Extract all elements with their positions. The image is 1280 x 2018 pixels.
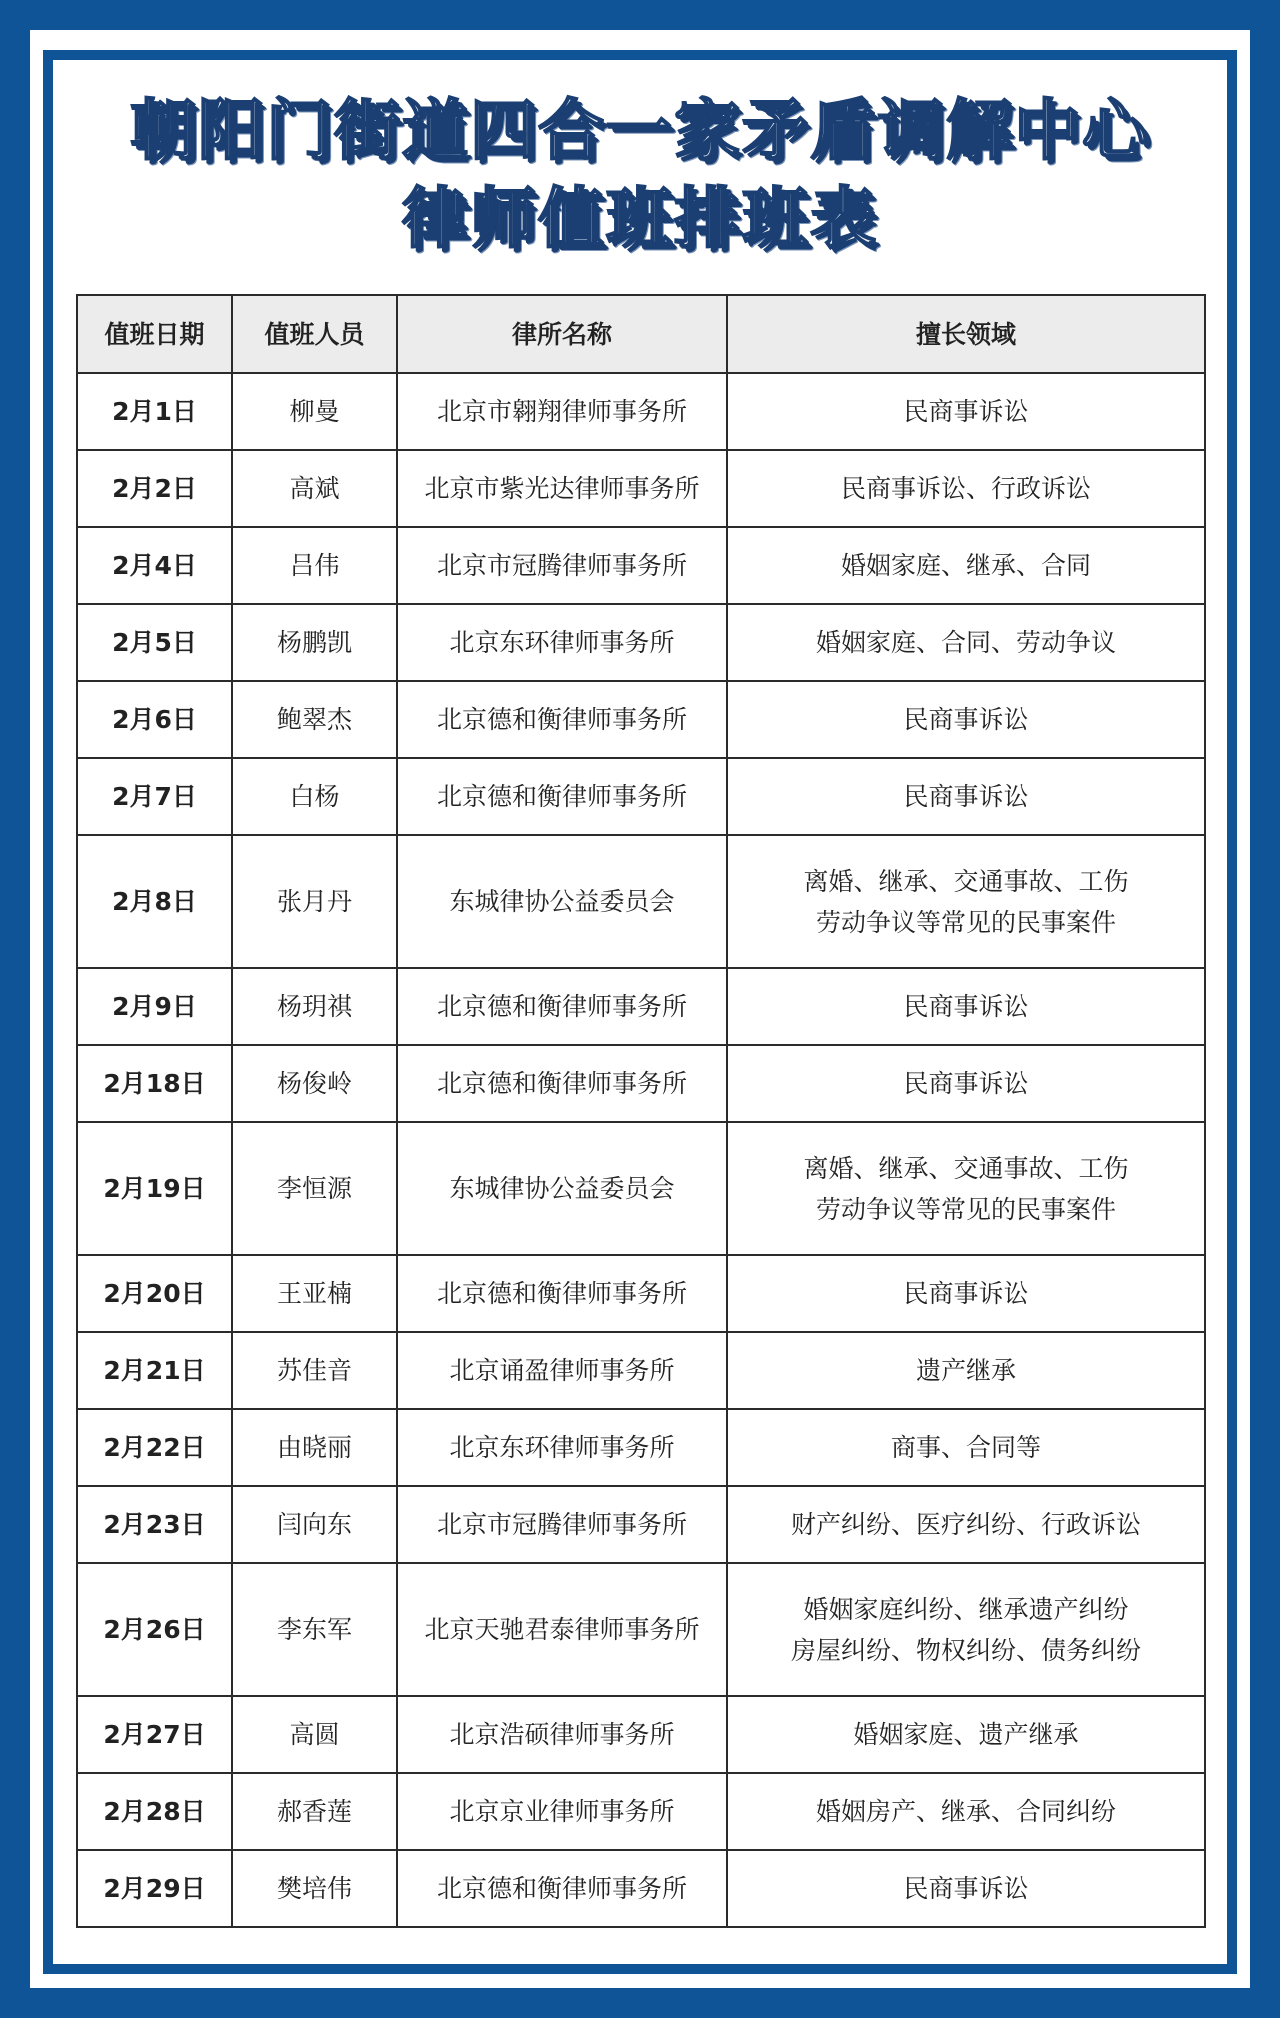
cell-field bbox=[727, 373, 1205, 450]
cell-person: 李恒源 bbox=[232, 1122, 397, 1255]
page-subtitle: 律师值班排班表 bbox=[402, 180, 878, 257]
cell-person: 鲍翠杰 bbox=[232, 681, 397, 758]
cell-date: 2月2日 bbox=[77, 450, 232, 527]
table-header-row bbox=[77, 295, 1205, 373]
table-row bbox=[77, 373, 1205, 450]
cell-field bbox=[727, 604, 1205, 681]
cell-person: 白杨 bbox=[232, 758, 397, 835]
table-row bbox=[77, 527, 1205, 604]
cell-date: 2月6日 bbox=[77, 681, 232, 758]
cell-field bbox=[727, 758, 1205, 835]
field-line: 遗产继承 bbox=[915, 1356, 1016, 1385]
cell-date: 2月9日 bbox=[77, 968, 232, 1045]
table-row bbox=[77, 1045, 1205, 1122]
cell-person: 樊培伟 bbox=[232, 1850, 397, 1927]
field-line: 离婚、继承、交通事故、工伤 bbox=[803, 866, 1129, 896]
table-row bbox=[77, 968, 1205, 1045]
cell-firm: 东城律协公益委员会 bbox=[397, 1122, 727, 1255]
table-row bbox=[77, 1122, 1205, 1255]
table-row bbox=[77, 1696, 1205, 1773]
header-date: 值班日期 bbox=[77, 295, 232, 373]
cell-person: 苏佳音 bbox=[232, 1332, 397, 1409]
cell-field bbox=[727, 1122, 1205, 1255]
cell-field bbox=[727, 450, 1205, 527]
page-title: 朝阳门街道四合一家矛盾调解中心 bbox=[130, 92, 1150, 169]
cell-date: 2月8日 bbox=[77, 835, 232, 968]
cell-firm: 北京市冠腾律师事务所 bbox=[397, 1486, 727, 1563]
field-line: 婚姻房产、继承、合同纠纷 bbox=[815, 1797, 1116, 1826]
cell-date: 2月27日 bbox=[77, 1696, 232, 1773]
cell-field bbox=[727, 1045, 1205, 1122]
cell-firm: 北京东环律师事务所 bbox=[397, 604, 727, 681]
table-row bbox=[77, 681, 1205, 758]
cell-person: 高斌 bbox=[232, 450, 397, 527]
cell-person: 张月丹 bbox=[232, 835, 397, 968]
field-line: 民商事诉讼 bbox=[903, 782, 1029, 811]
cell-firm: 北京德和衡律师事务所 bbox=[397, 1045, 727, 1122]
cell-firm: 北京德和衡律师事务所 bbox=[397, 968, 727, 1045]
field-line: 民商事诉讼 bbox=[903, 705, 1029, 734]
cell-person: 郝香莲 bbox=[232, 1773, 397, 1850]
cell-field bbox=[727, 835, 1205, 968]
cell-person: 吕伟 bbox=[232, 527, 397, 604]
field-line: 离婚、继承、交通事故、工伤 bbox=[803, 1153, 1129, 1183]
field-line: 劳动争议等常见的民事案件 bbox=[815, 1194, 1116, 1224]
cell-date: 2月29日 bbox=[77, 1850, 232, 1927]
header-person: 值班人员 bbox=[232, 295, 397, 373]
field-line: 民商事诉讼 bbox=[903, 1279, 1029, 1308]
cell-firm: 北京市冠腾律师事务所 bbox=[397, 527, 727, 604]
cell-person: 高圆 bbox=[232, 1696, 397, 1773]
table-row bbox=[77, 450, 1205, 527]
cell-firm: 北京德和衡律师事务所 bbox=[397, 681, 727, 758]
cell-person: 杨玥祺 bbox=[232, 968, 397, 1045]
field-line: 民商事诉讼 bbox=[903, 397, 1029, 426]
cell-person: 由晓丽 bbox=[232, 1409, 397, 1486]
cell-firm: 北京德和衡律师事务所 bbox=[397, 1850, 727, 1927]
field-line: 民商事诉讼 bbox=[903, 1874, 1029, 1903]
title-block bbox=[53, 60, 1227, 290]
cell-date: 2月23日 bbox=[77, 1486, 232, 1563]
table-row bbox=[77, 1486, 1205, 1563]
cell-firm: 东城律协公益委员会 bbox=[397, 835, 727, 968]
cell-field bbox=[727, 1486, 1205, 1563]
field-line: 民商事诉讼、行政诉讼 bbox=[840, 474, 1091, 503]
cell-field bbox=[727, 1773, 1205, 1850]
cell-field bbox=[727, 1255, 1205, 1332]
cell-date: 2月21日 bbox=[77, 1332, 232, 1409]
cell-firm: 北京东环律师事务所 bbox=[397, 1409, 727, 1486]
cell-date: 2月18日 bbox=[77, 1045, 232, 1122]
cell-person: 李东军 bbox=[232, 1563, 397, 1696]
cell-field bbox=[727, 1332, 1205, 1409]
schedule-table bbox=[76, 294, 1206, 1928]
cell-date: 2月20日 bbox=[77, 1255, 232, 1332]
cell-date: 2月26日 bbox=[77, 1563, 232, 1696]
field-line: 商事、合同等 bbox=[890, 1433, 1041, 1462]
field-line: 婚姻家庭、遗产继承 bbox=[853, 1720, 1079, 1749]
table-row bbox=[77, 1255, 1205, 1332]
cell-date: 2月19日 bbox=[77, 1122, 232, 1255]
cell-firm: 北京京业律师事务所 bbox=[397, 1773, 727, 1850]
header-firm: 律所名称 bbox=[397, 295, 727, 373]
table-row bbox=[77, 604, 1205, 681]
table-row bbox=[77, 758, 1205, 835]
field-line: 婚姻家庭、继承、合同 bbox=[840, 551, 1091, 580]
cell-person: 柳曼 bbox=[232, 373, 397, 450]
table-row bbox=[77, 1332, 1205, 1409]
field-line: 财产纠纷、医疗纠纷、行政诉讼 bbox=[790, 1510, 1141, 1539]
cell-date: 2月5日 bbox=[77, 604, 232, 681]
cell-firm: 北京德和衡律师事务所 bbox=[397, 1255, 727, 1332]
table-row bbox=[77, 1563, 1205, 1696]
field-line: 婚姻家庭、合同、劳动争议 bbox=[815, 628, 1116, 657]
cell-date: 2月28日 bbox=[77, 1773, 232, 1850]
cell-person: 王亚楠 bbox=[232, 1255, 397, 1332]
cell-field bbox=[727, 1563, 1205, 1696]
cell-field bbox=[727, 681, 1205, 758]
cell-field bbox=[727, 968, 1205, 1045]
cell-date: 2月4日 bbox=[77, 527, 232, 604]
header-field: 擅长领域 bbox=[727, 295, 1205, 373]
cell-date: 2月22日 bbox=[77, 1409, 232, 1486]
table-row bbox=[77, 1773, 1205, 1850]
table-row bbox=[77, 835, 1205, 968]
cell-firm: 北京市紫光达律师事务所 bbox=[397, 450, 727, 527]
cell-field bbox=[727, 527, 1205, 604]
cell-firm: 北京德和衡律师事务所 bbox=[397, 758, 727, 835]
cell-field bbox=[727, 1696, 1205, 1773]
field-line: 劳动争议等常见的民事案件 bbox=[815, 907, 1116, 937]
cell-date: 2月1日 bbox=[77, 373, 232, 450]
field-line: 民商事诉讼 bbox=[903, 992, 1029, 1021]
cell-firm: 北京诵盈律师事务所 bbox=[397, 1332, 727, 1409]
cell-firm: 北京市翱翔律师事务所 bbox=[397, 373, 727, 450]
field-line: 婚姻家庭纠纷、继承遗产纠纷 bbox=[803, 1594, 1129, 1624]
cell-date: 2月7日 bbox=[77, 758, 232, 835]
table-row bbox=[77, 1409, 1205, 1486]
cell-person: 杨俊岭 bbox=[232, 1045, 397, 1122]
cell-field bbox=[727, 1850, 1205, 1927]
cell-firm: 北京天驰君泰律师事务所 bbox=[397, 1563, 727, 1696]
cell-firm: 北京浩硕律师事务所 bbox=[397, 1696, 727, 1773]
cell-person: 杨鹏凯 bbox=[232, 604, 397, 681]
table-row bbox=[77, 1850, 1205, 1927]
field-line: 房屋纠纷、物权纠纷、债务纠纷 bbox=[790, 1635, 1141, 1665]
cell-field bbox=[727, 1409, 1205, 1486]
field-line: 民商事诉讼 bbox=[903, 1069, 1029, 1098]
cell-person: 闫向东 bbox=[232, 1486, 397, 1563]
